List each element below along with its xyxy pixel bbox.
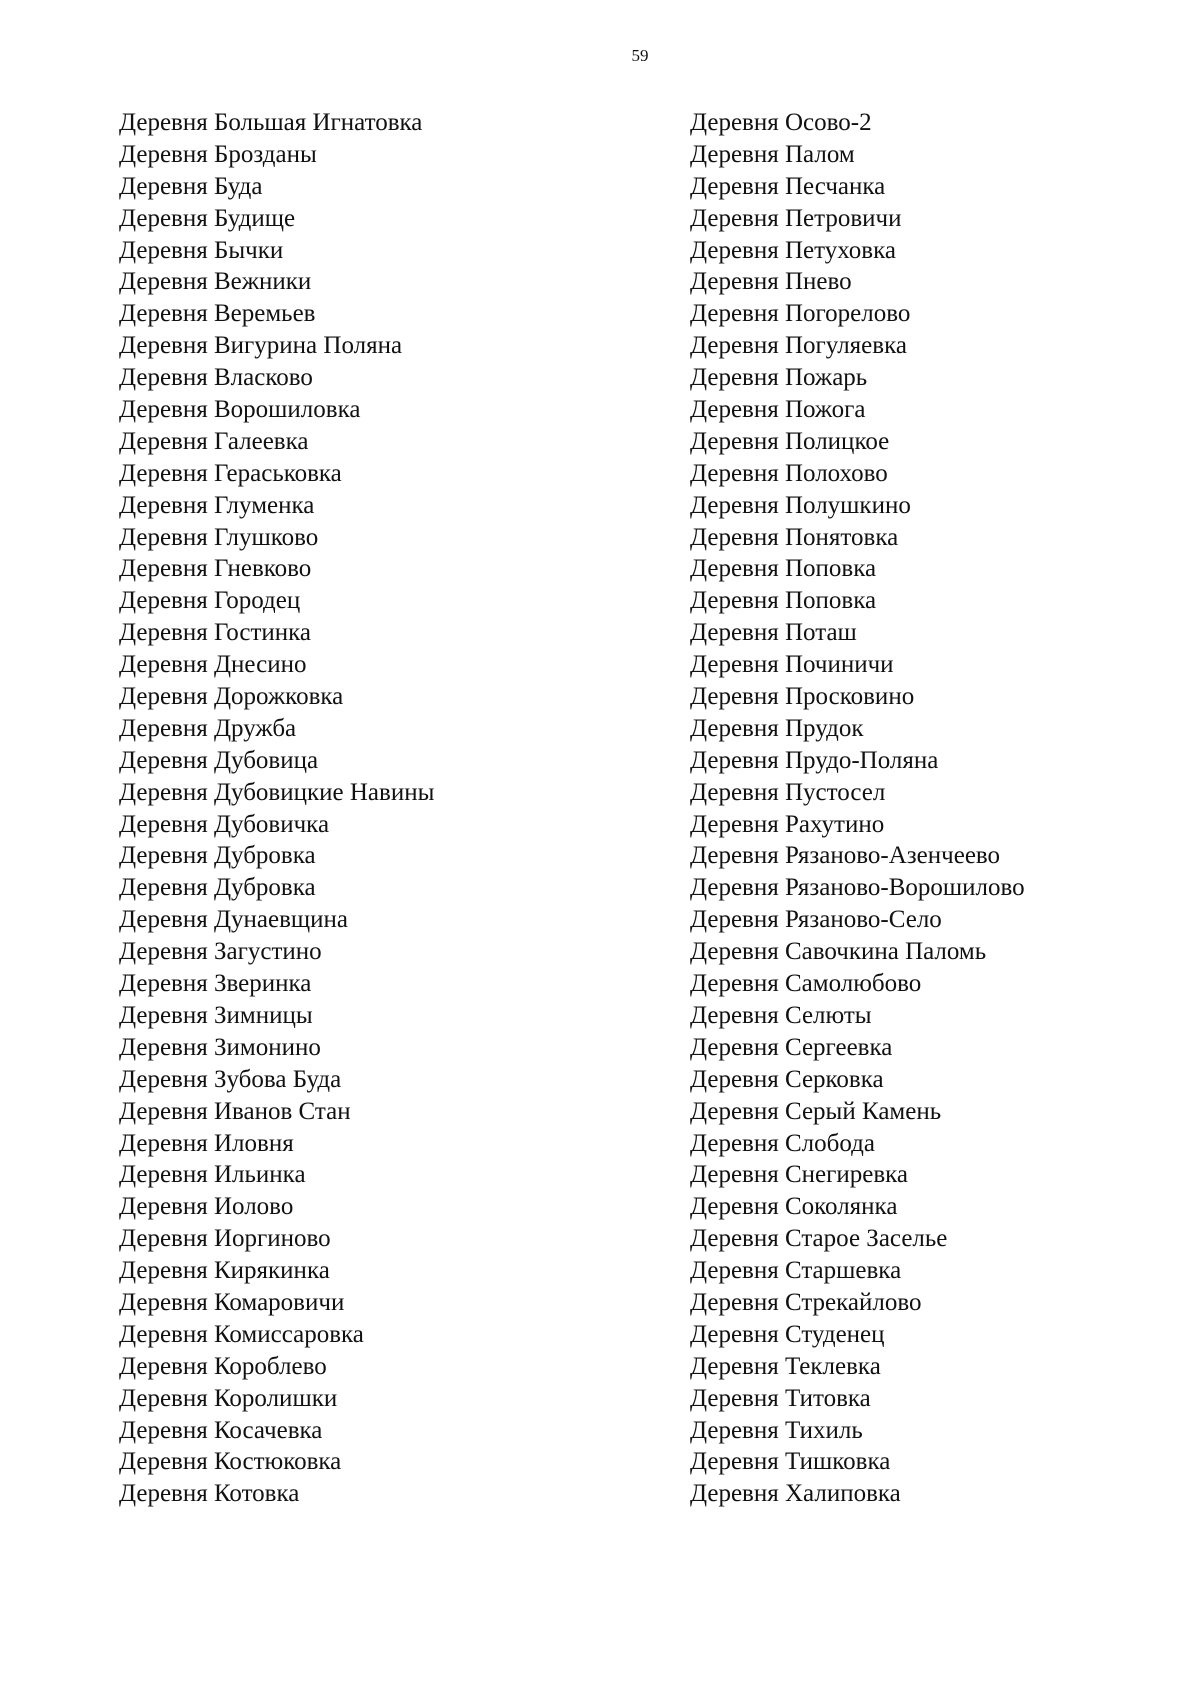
village-entry: Деревня Савочкина Паломь	[690, 938, 987, 966]
village-entry: Деревня Зубова Буда	[119, 1065, 342, 1093]
village-entry: Деревня Кирякинка	[119, 1257, 330, 1285]
village-entry: Деревня Рязаново-Село	[690, 906, 942, 934]
village-entry: Деревня Вигурина Поляна	[119, 332, 403, 360]
village-entry: Деревня Пожарь	[690, 364, 868, 392]
village-entry: Деревня Ворошиловка	[119, 396, 361, 424]
village-entry: Деревня Косачевка	[119, 1416, 323, 1444]
village-entry: Деревня Полохово	[690, 459, 888, 487]
village-entry: Деревня Короблево	[119, 1352, 327, 1380]
village-entry: Деревня Власково	[119, 364, 313, 392]
village-entry: Деревня Глушково	[119, 523, 319, 551]
village-entry: Деревня Иловня	[119, 1129, 294, 1157]
village-entry: Деревня Халиповка	[690, 1480, 901, 1508]
village-entry: Деревня Будище	[119, 204, 296, 232]
village-entry: Деревня Снегиревка	[690, 1161, 909, 1189]
village-entry: Деревня Дубовицкие Навины	[119, 778, 435, 806]
village-entry: Деревня Петровичи	[690, 204, 902, 232]
village-entry: Деревня Комаровичи	[119, 1288, 345, 1316]
village-entry: Деревня Дубовичка	[119, 810, 330, 838]
village-entry: Деревня Костюковка	[119, 1448, 342, 1476]
village-entry: Деревня Брозданы	[119, 140, 317, 168]
village-entry: Деревня Дубовица	[119, 746, 319, 774]
page-number: 59	[631, 46, 649, 65]
village-entry: Деревня Большая Игнатовка	[119, 109, 423, 136]
village-entry: Деревня Котовка	[119, 1480, 300, 1508]
village-entry: Деревня Стрекайлово	[690, 1288, 922, 1316]
village-entry: Деревня Погуляевка	[690, 332, 907, 360]
village-entry: Деревня Городец	[119, 587, 301, 615]
village-entry: Деревня Прудо-Поляна	[690, 746, 939, 774]
village-entry: Деревня Серковка	[690, 1065, 884, 1093]
village-entry: Деревня Селюты	[690, 1001, 872, 1029]
village-entry: Деревня Иванов Стан	[119, 1097, 351, 1125]
village-entry: Деревня Рязаново-Ворошилово	[690, 874, 1025, 902]
village-entry: Деревня Дружба	[119, 714, 297, 742]
village-entry: Деревня Дорожковка	[119, 683, 344, 711]
village-entry: Деревня Студенец	[690, 1320, 885, 1348]
village-entry: Деревня Починичи	[690, 651, 894, 679]
village-entry: Деревня Зимонино	[119, 1033, 321, 1061]
village-entry: Деревня Зверинка	[119, 970, 312, 998]
village-entry: Деревня Буда	[119, 172, 263, 200]
village-entry: Деревня Теклевка	[690, 1352, 881, 1380]
village-entry: Деревня Вежники	[119, 268, 312, 296]
village-entry: Деревня Полицкое	[690, 427, 890, 455]
village-entry: Деревня Поповка	[690, 587, 877, 615]
village-entry: Деревня Королишки	[119, 1384, 338, 1412]
village-entry: Деревня Самолюбово	[690, 970, 922, 998]
village-entry: Деревня Гневково	[119, 555, 312, 583]
village-entry: Деревня Веремьев	[119, 300, 316, 328]
village-entry: Деревня Старое Заселье	[690, 1225, 948, 1253]
village-entry: Деревня Понятовка	[690, 523, 899, 551]
village-entry: Деревня Просковино	[690, 683, 915, 711]
village-entry: Деревня Палом	[690, 140, 855, 168]
village-entry: Деревня Тишковка	[690, 1448, 891, 1476]
village-entry: Деревня Дубровка	[119, 842, 316, 870]
village-entry: Деревня Ильинка	[119, 1161, 306, 1189]
village-entry: Деревня Сергеевка	[690, 1033, 893, 1061]
village-entry: Деревня Полушкино	[690, 491, 911, 519]
village-entry: Деревня Поповка	[690, 555, 877, 583]
village-entry: Деревня Поташ	[690, 619, 857, 647]
village-entry: Деревня Иолово	[119, 1193, 294, 1221]
left-column	[119, 107, 434, 1510]
village-entry: Деревня Бычки	[119, 236, 284, 264]
village-entry: Деревня Пнево	[690, 268, 852, 296]
village-entry: Деревня Соколянка	[690, 1193, 898, 1221]
village-entry: Деревня Днесино	[119, 651, 307, 679]
village-entry: Деревня Осово-2	[690, 109, 872, 136]
village-entry: Деревня Погорелово	[690, 300, 911, 328]
village-entry: Деревня Зимницы	[119, 1001, 313, 1029]
village-entry: Деревня Слобода	[690, 1129, 875, 1157]
village-entry: Деревня Загустино	[119, 938, 322, 966]
village-entry: Деревня Галеевка	[119, 427, 309, 455]
right-column	[690, 107, 1025, 1510]
village-entry: Деревня Гераськовка	[119, 459, 342, 487]
village-entry: Деревня Дунаевщина	[119, 906, 349, 934]
village-entry: Деревня Дубровка	[119, 874, 316, 902]
village-entry: Деревня Песчанка	[690, 172, 886, 200]
village-entry: Деревня Гостинка	[119, 619, 312, 647]
village-entry: Деревня Глуменка	[119, 491, 315, 519]
village-entry: Деревня Пожога	[690, 396, 866, 424]
village-entry: Деревня Пустосел	[690, 778, 886, 806]
village-entry: Деревня Серый Камень	[690, 1097, 942, 1125]
village-entry: Деревня Иоргиново	[119, 1225, 331, 1253]
village-entry: Деревня Комиссаровка	[119, 1320, 364, 1348]
village-entry: Деревня Рязаново-Азенчеево	[690, 842, 1001, 870]
village-entry: Деревня Петуховка	[690, 236, 896, 264]
village-entry: Деревня Прудок	[690, 714, 864, 742]
village-entry: Деревня Рахутино	[690, 810, 885, 838]
village-entry: Деревня Тихиль	[690, 1416, 863, 1444]
village-entry: Деревня Старшевка	[690, 1257, 902, 1285]
village-entry: Деревня Титовка	[690, 1384, 871, 1412]
